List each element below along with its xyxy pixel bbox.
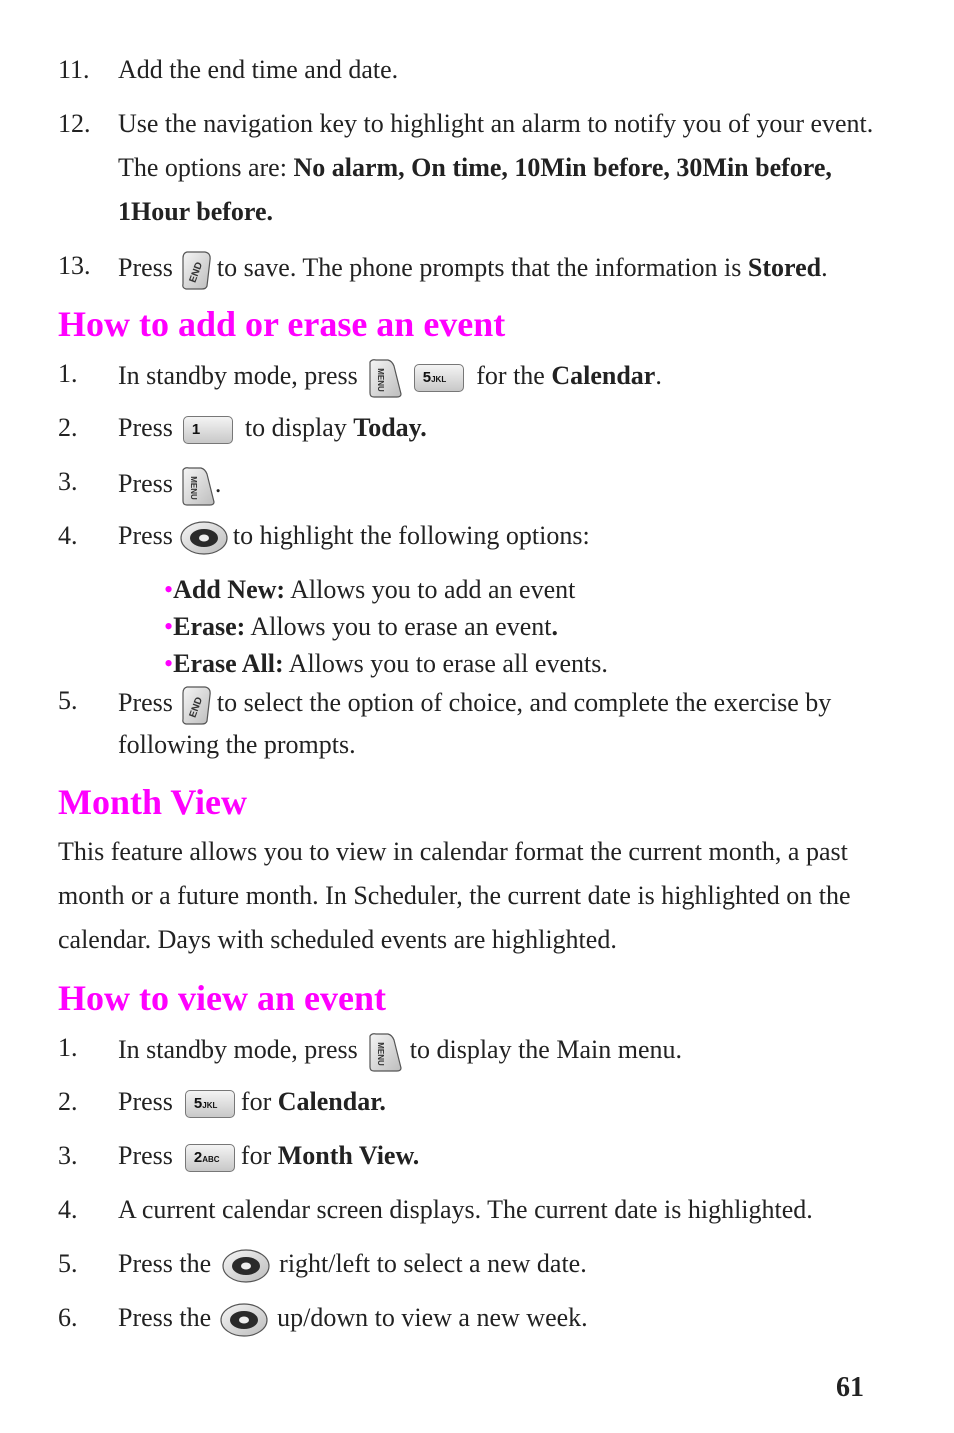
step-text — [118, 520, 590, 556]
section-heading: How to view an event — [58, 978, 386, 1018]
step-post: right/left to select a new date. — [279, 1249, 587, 1278]
step-post: to highlight the following options: — [232, 521, 590, 550]
step-pre: Press — [118, 1141, 173, 1170]
step-text — [118, 358, 662, 398]
options-prefix: The options are: — [118, 153, 294, 182]
step-number: 4. — [58, 1195, 78, 1224]
step-number: 1. — [58, 359, 78, 388]
step-number: 2. — [58, 413, 78, 442]
bullet-desc: Allows you to add an event — [285, 575, 576, 604]
step-text — [118, 412, 427, 446]
step-pre: Press the — [118, 1303, 212, 1332]
key-digit: 1 — [183, 416, 233, 444]
step-post: to display — [244, 413, 354, 442]
alarm-options-line-2 — [118, 196, 273, 228]
key-digit: 2 — [193, 1149, 203, 1167]
end-key-icon — [177, 685, 213, 725]
menu-key-icon — [366, 1032, 402, 1072]
step-text — [118, 1032, 682, 1072]
step-number: 6. — [58, 1303, 78, 1332]
options-list: No alarm, On time, 10Min before, 30Min before, — [293, 153, 832, 182]
bullet-desc: Allows you to erase an event — [245, 612, 552, 641]
key-digit: 5 — [422, 369, 432, 386]
step-number: 3. — [58, 1141, 78, 1170]
item-number: 12. — [58, 109, 91, 138]
month-view-paragraph: This feature allows you to view in calendar format the current month, a past month or a future month. In Scheduler, the current date is highlighted on the calendar. Days with scheduled events are highlighted. — [58, 837, 851, 954]
step-number: 4. — [58, 521, 78, 550]
bullet-item: •Erase All: Allows you to erase all events. — [164, 649, 608, 678]
step-number: 5. — [58, 686, 78, 715]
item-text: Use the navigation key to highlight an alarm to notify you of your event. — [118, 109, 874, 138]
step-tail: . — [655, 360, 662, 390]
step-number: 2. — [58, 1087, 78, 1116]
step-pre: Press — [118, 468, 173, 498]
nav-key-icon — [179, 520, 229, 556]
step-post: to select the option of choice, and complete the exercise by — [216, 687, 832, 717]
one-key-icon — [181, 414, 235, 446]
step-text — [118, 1086, 386, 1120]
item-text — [118, 250, 828, 290]
bullet-term: Erase: — [173, 612, 246, 641]
step-bold: Stored — [747, 252, 822, 282]
bullet-item: •Add New: Allows you to add an event — [164, 575, 576, 604]
step-post: to display the Main menu. — [409, 1034, 682, 1064]
bullet-item: •Erase: Allows you to erase an event. — [164, 612, 558, 641]
step-number: 5. — [58, 1249, 78, 1278]
step-post: for the — [476, 360, 552, 390]
step-text — [118, 1140, 419, 1174]
two-key-icon — [183, 1142, 237, 1174]
menu-key-icon — [366, 358, 402, 398]
item-text: Add the end time and date. — [118, 55, 399, 84]
step-pre: Press — [118, 1087, 173, 1116]
end-key-icon — [177, 250, 213, 290]
step-text — [118, 466, 221, 506]
bullet-desc: Allows you to erase all events. — [283, 649, 608, 678]
step-pre: Press — [118, 413, 173, 442]
menu-key-icon — [179, 466, 215, 506]
step-text: A current calendar screen displays. The current date is highlighted. — [118, 1195, 813, 1224]
step-post: for — [240, 1141, 278, 1170]
nav-key-icon — [219, 1302, 269, 1338]
key-letters: JKL — [202, 1101, 218, 1111]
item-number: 11. — [58, 55, 90, 84]
five-key-icon — [412, 362, 466, 394]
step-text — [118, 1302, 588, 1338]
step-pre: In standby mode, press — [118, 1034, 358, 1064]
page-number: 61 — [836, 1372, 864, 1403]
step-pre: Press — [118, 252, 173, 282]
alarm-options-line — [118, 152, 832, 184]
step-post: up/down to view a new week. — [277, 1303, 588, 1332]
section-heading: How to add or erase an event — [58, 304, 506, 344]
bullet-tail: . — [551, 612, 558, 641]
bullet-term: Add New: — [173, 575, 286, 604]
options-list-cont: 1Hour before. — [118, 197, 274, 226]
step-pre: Press — [118, 521, 173, 550]
step-bold: Calendar — [551, 360, 656, 390]
step-number: 3. — [58, 467, 78, 496]
step-text-cont: following the prompts. — [118, 730, 356, 759]
step-number: 1. — [58, 1033, 78, 1062]
step-tail: . — [821, 252, 828, 282]
step-text — [118, 1248, 587, 1284]
key-letters: ABC — [202, 1155, 220, 1165]
item-number: 13. — [58, 251, 91, 280]
nav-key-icon — [221, 1248, 271, 1284]
step-pre: In standby mode, press — [118, 360, 358, 390]
step-post: to save. The phone prompts that the information is — [216, 252, 748, 282]
step-pre: Press — [118, 687, 173, 717]
step-post: for — [240, 1087, 278, 1116]
step-bold: Today. — [353, 413, 427, 442]
step-pre: Press the — [118, 1249, 212, 1278]
key-digit: 5 — [193, 1095, 203, 1113]
step-bold: Calendar. — [277, 1087, 386, 1116]
key-letters: JKL — [431, 375, 447, 384]
section-heading: Month View — [58, 782, 247, 822]
step-text — [118, 685, 831, 725]
step-bold: Month View. — [277, 1141, 420, 1170]
step-tail: . — [214, 468, 222, 498]
five-key-icon — [183, 1088, 237, 1120]
bullet-term: Erase All: — [173, 649, 284, 678]
